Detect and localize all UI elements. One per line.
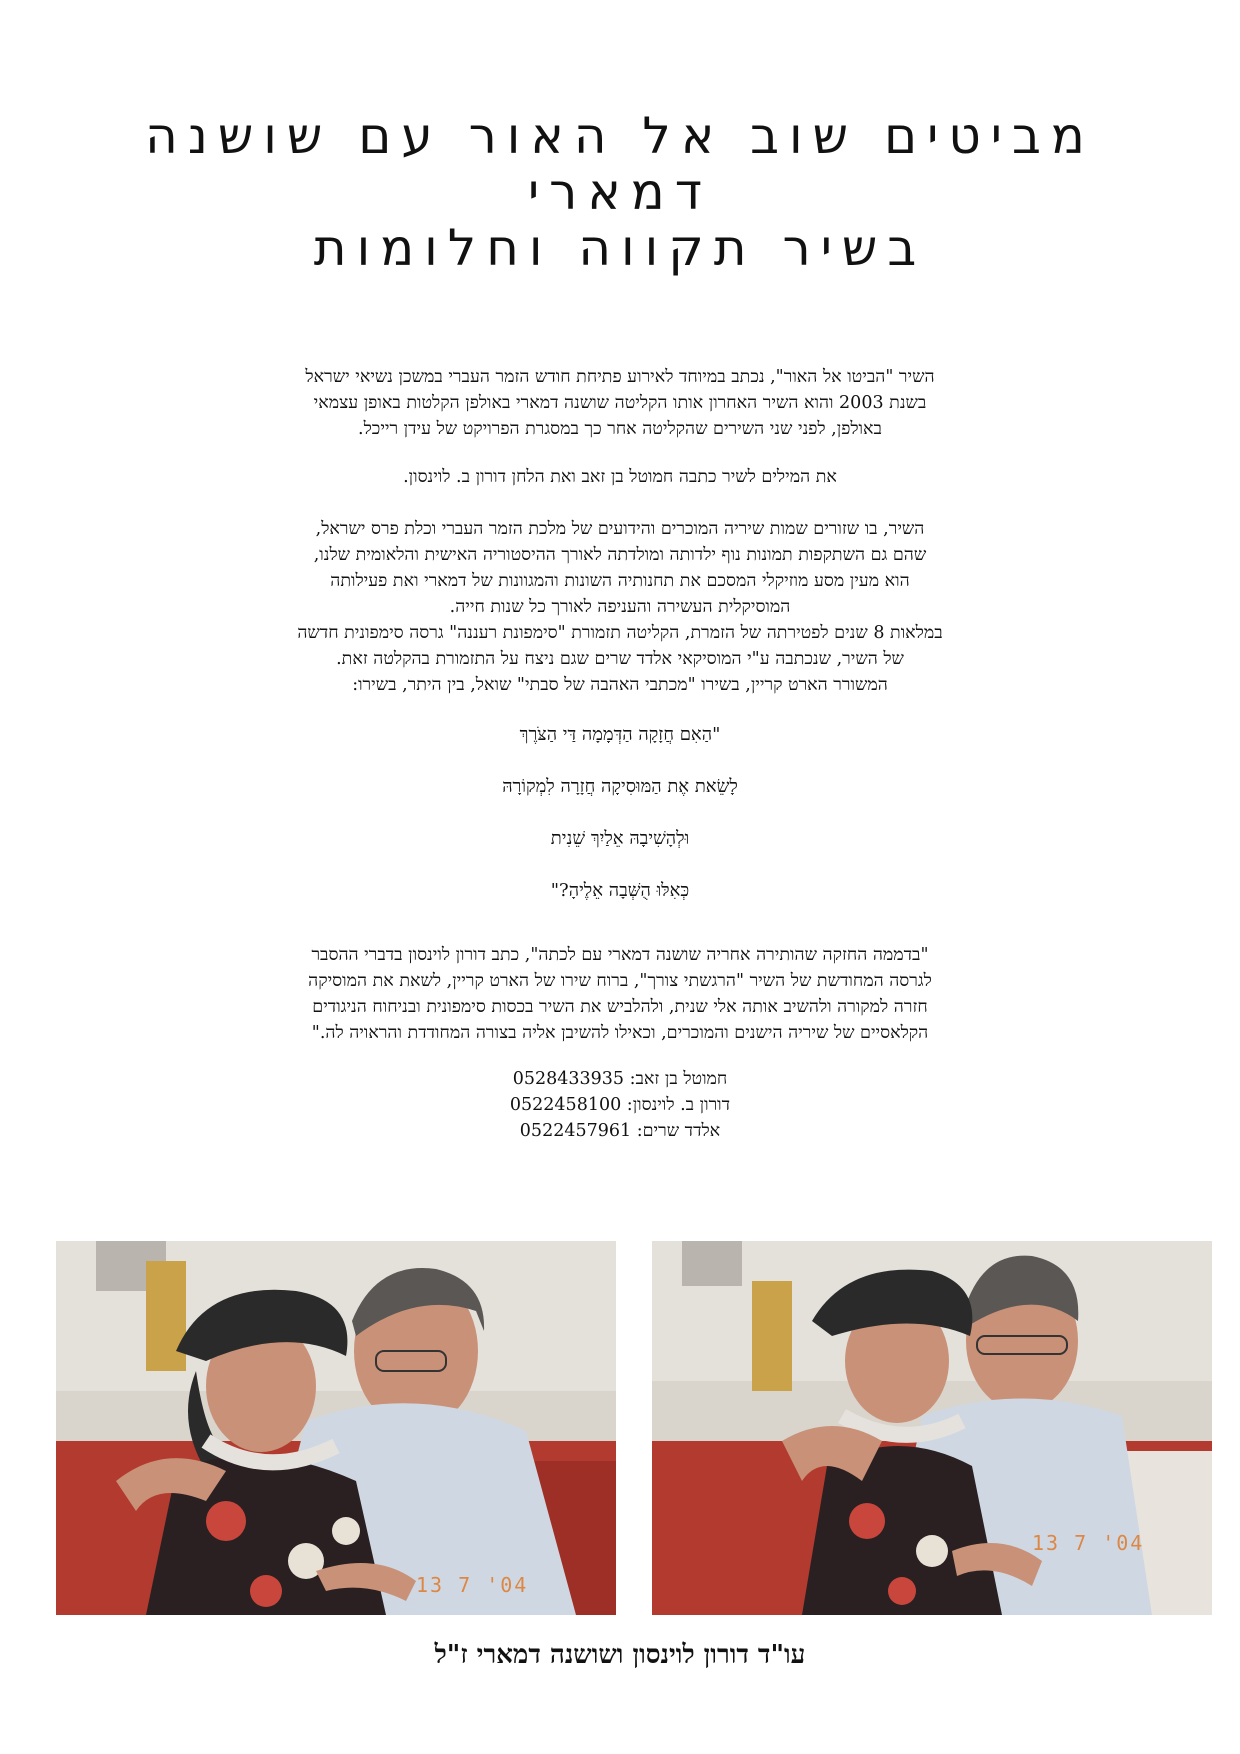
- song-line-7: המשורר הארט קריין, בשירו "מכתבי האהבה של סבתי" שואל, בין היתר, בשירו:: [352, 675, 888, 695]
- page-title: [140, 108, 1100, 276]
- photo-caption: עו"ד דורון לוינסון ושושנה דמארי ז"ל: [434, 1640, 806, 1670]
- quote-paragraph: [175, 942, 1065, 1046]
- contact-doron: דורון ב. לוינסון: 0522458100: [509, 1095, 731, 1115]
- song-line-3: הוא מעין מסע מוזיקלי המסכם את תחנותיה השונות והמגוונות של דמארי ואת פעילותה: [330, 571, 910, 591]
- poem-line-4: כְּאִלּוּ הֻשְּׁבָה אֵלֶיהָ?": [550, 880, 690, 901]
- song-paragraph: [175, 516, 1065, 698]
- photo-right-date: 13 7 '04: [1032, 1531, 1145, 1555]
- intro-line-2: בשנת 2003 והוא השיר האחרון אותו הקליטה שושנה דמארי באולפן הקלטות באופן עצמאי: [313, 393, 927, 413]
- credits-paragraph: [175, 464, 1065, 490]
- poem-line-2: לָשֵׂאת אֶת הַמּוּסִיקָה חֲזָרָה לִמְקוֹרָהּ: [502, 776, 738, 797]
- poem-line-3: וּלְהָשִׁיבָהּ אֵלַיִךְ שֵׁנִית: [550, 828, 690, 849]
- song-line-1: השיר, בו שזורים שמות שיריה המוכרים והידועים של מלכת הזמר העברי וכלת פרס ישראל,: [315, 519, 925, 539]
- quote-line-3: חזרה למקורה ולהשיב אותה אלי שנית, ולהלביש את השיר בכסות סימפונית ובניחוח הניגודים: [312, 997, 928, 1017]
- title-line-1: מביטים שוב אל האור עם שושנה: [145, 107, 1095, 165]
- poem-excerpt: [175, 722, 1065, 930]
- photo-left: [56, 1241, 616, 1615]
- contacts-list: [175, 1066, 1065, 1144]
- title-line-3: בשיר תקווה וחלומות: [313, 219, 927, 277]
- song-line-4: המוסיקלית העשירה והעניפה לאורך כל שנות חייה.: [449, 597, 791, 617]
- credits-line-1: את המילים לשיר כתבה חמוטל בן זאב ואת הלחן דורון ב. לוינסון.: [403, 467, 837, 487]
- quote-line-1: "בדממה החזקה שהותירה אחריה שושנה דמארי עם לכתה", כתב דורון לוינסון בדברי ההסבר: [311, 945, 929, 965]
- intro-paragraph: [175, 364, 1065, 442]
- song-line-6: של השיר, שנכתבה ע"י המוסיקאי אלדד שרים שגם ניצח על התזמורת בהקלטה זאת.: [336, 649, 904, 669]
- photo-left-illustration: [56, 1241, 616, 1615]
- song-line-5: במלאות 8 שנים לפטירתה של הזמרת, הקליטה תזמורת "סימפונת רעננה" גרסה סימפונית חדשה: [297, 623, 943, 643]
- title-line-2: דמארי: [527, 163, 713, 221]
- poem-line-1: "הַאִם חֲזָקָה הַדְּמָמָה דַּי הַצֹּרֶךְ: [519, 724, 721, 745]
- song-line-2: שהם גם השתקפות תמונות נוף ילדותה ומולדתה לאורך ההיסטוריה האישית והלאומית שלנו,: [313, 545, 927, 565]
- contact-hamutal: חמוטל בן זאב: 0528433935: [512, 1069, 728, 1089]
- photo-left-date: 13 7 '04: [416, 1573, 529, 1597]
- photo-right: [652, 1241, 1212, 1615]
- photo-right-illustration: [652, 1241, 1212, 1615]
- quote-line-4: הקלאסיים של שיריה הישנים והמוכרים, וכאילו להשיבן אליה בצורה המחודדת והראויה לה.": [311, 1023, 929, 1043]
- quote-line-2: לגרסה המחודשת של השיר "הרגשתי צורך", ברוח שירו של הארט קריין, לשאת את המוסיקה: [308, 971, 932, 991]
- intro-line-1: השיר "הביטו אל האור", נכתב במיוחד לאירוע פתיחת חודש הזמר העברי במשכן נשיאי ישראל: [305, 367, 935, 387]
- contact-eldad: אלדד שרים: 0522457961: [519, 1121, 721, 1141]
- intro-line-3: באולפן, לפני שני השירים שהקליטה אחר כך במסגרת הפרויקט של עידן רייכל.: [358, 419, 882, 439]
